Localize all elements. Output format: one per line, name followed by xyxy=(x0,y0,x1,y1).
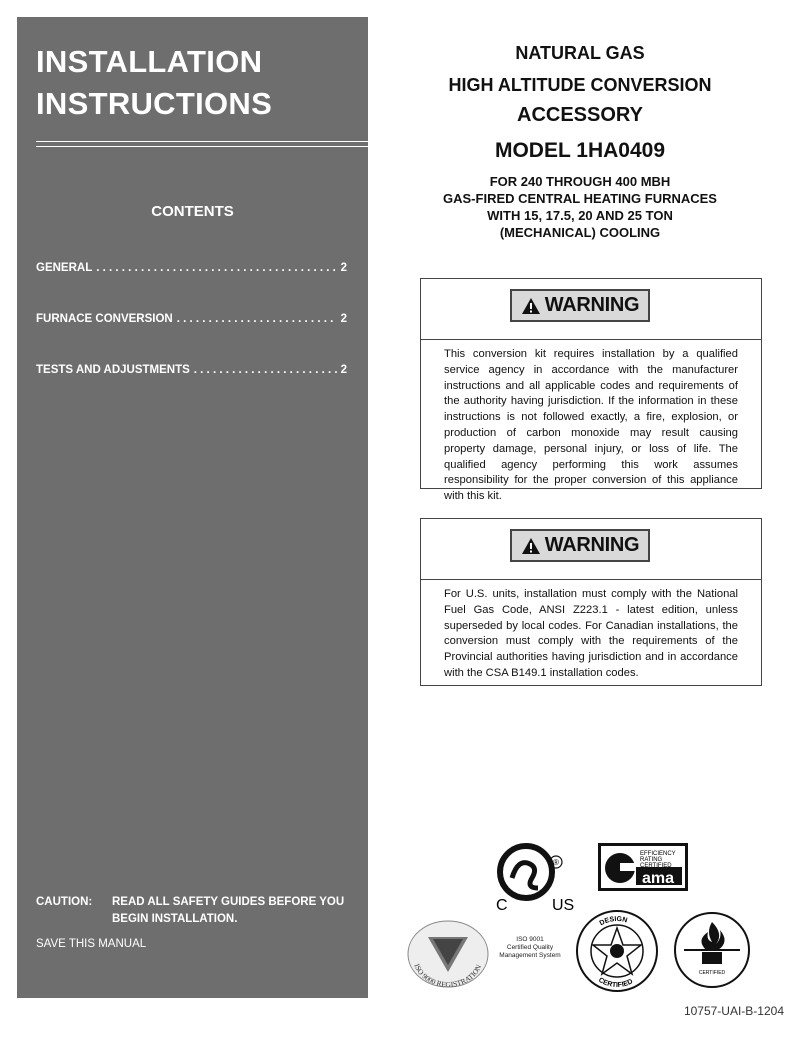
subtitle-line-4: (MECHANICAL) COOLING xyxy=(499,225,661,240)
warning-label-text: WARNING xyxy=(544,534,640,556)
heading-line-2: HIGH ALTITUDE CONVERSION xyxy=(448,75,712,95)
toc-page: 2 xyxy=(340,262,347,274)
title-line-2: INSTRUCTIONS xyxy=(36,86,273,121)
warning-text: This conversion kit requires installation by a qualified service agency in accordance with the manufacturer instructions and all applicable codes and requirements of the authority having jurisdiction. If the information in these instructions is not followed exactly, a fire, explosion, or production of carbon monoxide may result causing property damage, personal injury, or loss of life. The qualified agency performing this work assumes responsibility for the proper conversion of this appliance with this kit. xyxy=(444,348,738,503)
gama-text-3: CERTIFIED xyxy=(640,863,672,869)
gama-text-2: RATING xyxy=(640,857,663,863)
gama-name: ama xyxy=(642,870,675,887)
warning-box-2 xyxy=(420,518,762,686)
warning-label-text: WARNING xyxy=(544,294,640,316)
design-certified-logo xyxy=(574,908,660,994)
heading-line-1: NATURAL GAS xyxy=(515,43,645,63)
toc-page: 2 xyxy=(340,364,347,376)
iso-9001-caption xyxy=(495,936,565,960)
toc-leader-dots xyxy=(96,262,336,274)
certified-flame-logo xyxy=(672,910,752,990)
heading-line-3: ACCESSORY xyxy=(517,104,643,126)
warning-triangle-icon xyxy=(521,297,541,315)
caution-label: CAUTION: xyxy=(36,896,93,908)
sidebar-panel xyxy=(17,17,368,998)
model-number: MODEL 1HA0409 xyxy=(494,139,665,162)
toc-label: GENERAL xyxy=(36,262,93,274)
toc-entry-furnace-conversion[interactable] xyxy=(36,313,347,325)
warning-header xyxy=(421,519,761,580)
warning-header xyxy=(421,279,761,340)
subtitle-line-1: FOR 240 THROUGH 400 MBH xyxy=(489,174,671,189)
contents-heading: CONTENTS xyxy=(151,203,234,220)
warning-triangle-icon xyxy=(521,537,541,555)
toc-page: 2 xyxy=(340,313,347,325)
warning-text: For U.S. units, installation must comply with the National Fuel Gas Code, ANSI Z223.1 - latest edition, unless superseded by local codes. For Canadian installations, the conversion must comply with the requirements of the Provincial authorities having jurisdiction and in accordance with the CSA B149.1 installation codes. xyxy=(444,588,738,679)
toc-entry-tests-adjustments[interactable] xyxy=(36,364,347,376)
caution-text: READ ALL SAFETY GUIDES BEFORE YOU BEGIN INSTALLATION. xyxy=(112,896,345,925)
save-manual-note: SAVE THIS MANUAL xyxy=(36,938,147,950)
title-line-1: INSTALLATION xyxy=(36,44,263,79)
document-title xyxy=(36,41,272,125)
document-number: 10757-UAI-B-1204 xyxy=(683,1004,784,1018)
caution-note xyxy=(36,894,356,928)
title-divider xyxy=(36,141,368,147)
toc-leader-dots xyxy=(194,364,337,376)
certified-small-text: CERTIFIED xyxy=(698,970,726,976)
design-top-text: DESIGN xyxy=(598,915,628,928)
toc-label: TESTS AND ADJUSTMENTS xyxy=(36,364,190,376)
toc-label: FURNACE CONVERSION xyxy=(36,313,173,325)
iso-line-2: Certified Quality xyxy=(506,944,554,951)
toc-leader-dots xyxy=(177,313,337,325)
gama-text-1: EFFICIENCY xyxy=(640,851,676,857)
csa-c-mark: C xyxy=(496,897,508,913)
csa-logo xyxy=(492,838,582,913)
toc-entry-general[interactable] xyxy=(36,262,347,274)
iso-registration-logo xyxy=(403,917,493,992)
design-bottom-text: CERTIFIED xyxy=(597,976,635,990)
iso-line-1: ISO 9001 xyxy=(516,936,544,943)
subtitle-line-3: WITH 15, 17.5, 20 AND 25 TON xyxy=(487,208,673,223)
warning-label xyxy=(510,289,650,322)
subtitle-line-2: GAS-FIRED CENTRAL HEATING FURNACES xyxy=(443,191,717,206)
iso-line-3: Management System xyxy=(499,952,561,959)
warning-box-1 xyxy=(420,278,762,503)
iso-ring-text: ISO 9000 REGISTRATION xyxy=(412,962,484,990)
csa-us-mark: US xyxy=(552,897,575,913)
gama-logo xyxy=(598,843,688,891)
warning-label xyxy=(510,529,650,562)
registered-mark: ® xyxy=(553,858,559,867)
